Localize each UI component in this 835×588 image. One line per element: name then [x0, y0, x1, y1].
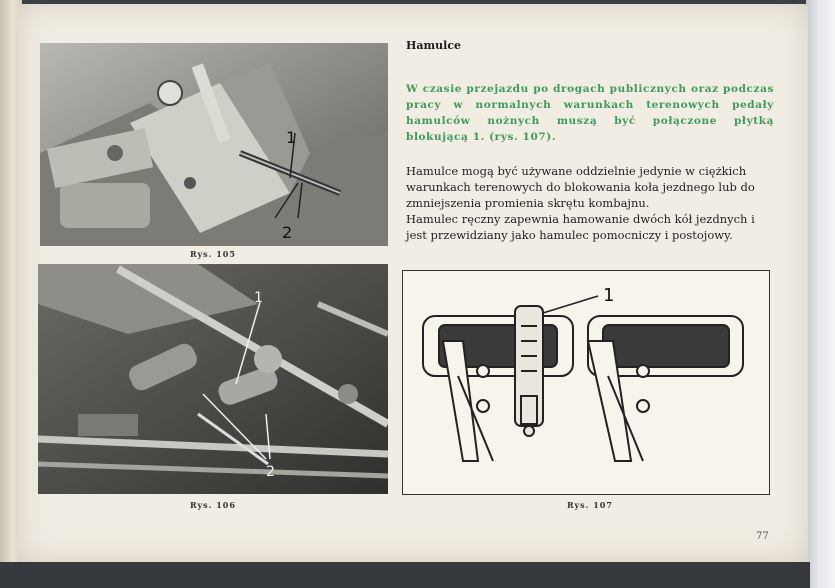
callout-2: 2 [266, 464, 275, 480]
caption-rys-107: Rys. 107 [567, 500, 613, 510]
page-number: 77 [756, 531, 769, 542]
callout-1: 1 [254, 290, 263, 306]
photo-rys-105-image [40, 43, 388, 246]
body-text [406, 163, 772, 243]
photo-rys-106 [38, 264, 388, 494]
background-bottom [0, 562, 810, 588]
photo-rys-106-image [38, 264, 388, 494]
callout-1: 1 [603, 285, 615, 306]
diagram-rys-107 [402, 270, 770, 495]
caption-rys-106: Rys. 106 [190, 500, 236, 510]
callout-2: 2 [282, 223, 293, 242]
paragraph-2: Hamulec ręczny zapewnia hamowanie dwóch kół jezdnych i jest przewidziany jako hamulec pomocniczy i postojowy. [406, 212, 755, 242]
background-edge [806, 0, 835, 588]
callout-1: 1 [286, 128, 297, 147]
paragraph-1: Hamulce mogą być używane oddzielnie jedynie w ciężkich warunkach terenowych do blokowania koła jezdnego lub do zmniejszenia promienia skrętu kombajnu. [406, 164, 755, 210]
section-title: Hamulce [406, 39, 462, 52]
highlight-text: W czasie przejazdu po drogach publicznych oraz podczas pracy w normalnych warunkach terenowych pedały hamulców nożnych muszą być połączone płytką blokującą 1. (rys. 107). [406, 83, 774, 143]
caption-rys-105: Rys. 105 [190, 249, 236, 259]
photo-rys-105 [40, 43, 388, 246]
diagram-rys-107-drawing [403, 271, 769, 494]
